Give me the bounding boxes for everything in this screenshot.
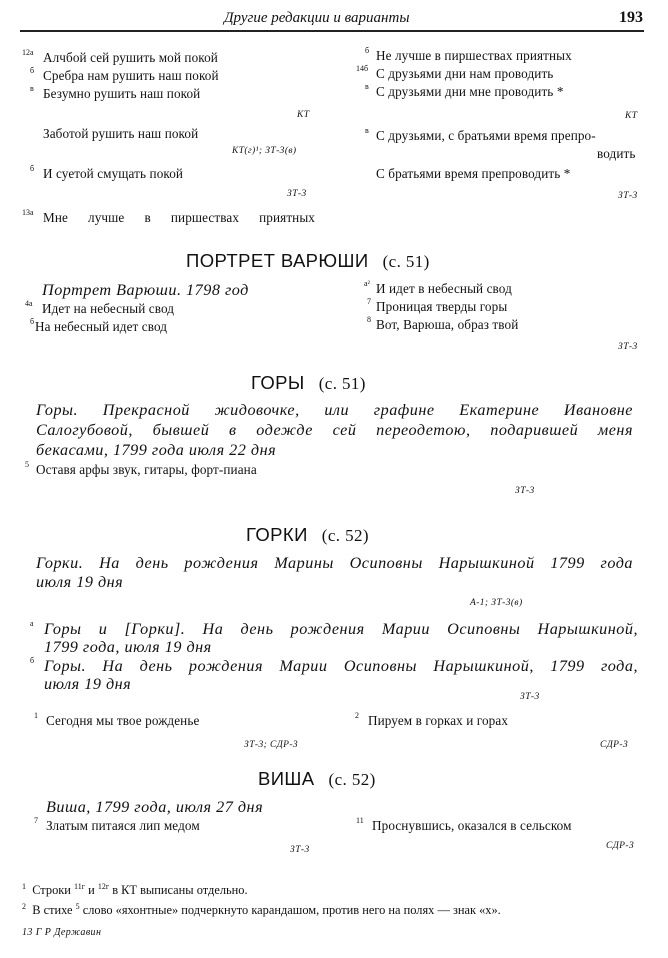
variant-line: На небесный идет свод [35, 319, 168, 334]
section-title: ВИША (с. 52) [258, 768, 376, 789]
line-mark: а [30, 619, 34, 628]
variant-line: Пируем в горках и горах [368, 713, 509, 728]
header-rule [20, 30, 644, 32]
variant-line: Идет на небесный свод [42, 301, 175, 316]
line-mark: б [30, 66, 35, 75]
variant-line: Проснувшись, оказался в сельском [372, 818, 572, 833]
section-heading: Портрет Варюши. 1798 год [42, 281, 249, 299]
section-heading-line: Горки. На день рождения Марины Осиповны Нарышкиной 1799 года [36, 554, 633, 572]
section-heading-line: бекасами, 1799 года июля 22 дня [36, 441, 277, 459]
source-siglum: ЗТ-3 [520, 692, 540, 702]
source-siglum: ЗТ-3 [618, 191, 638, 201]
line-mark: 2 [355, 711, 359, 720]
variant-line: С братьями время препроводить * [376, 166, 571, 181]
line-mark: в [30, 84, 34, 93]
line-mark: 7 [367, 297, 371, 306]
source-siglum: КТ [625, 111, 638, 121]
variant-heading-line: Горы. На день рождения Марии Осиповны Нарышкиной, 1799 года, [44, 657, 638, 675]
line-mark: 5 [25, 460, 29, 469]
variant-line: С друзьями дни нам проводить [376, 66, 554, 81]
variant-heading-line: 1799 года, июля 19 дня [44, 638, 212, 656]
source-siglum: СДР-3 [606, 841, 635, 851]
line-mark: 4а [25, 299, 33, 308]
section-heading-line: Салогубовой, бывшей в одежде сей переодетою, подарившей меня [36, 421, 633, 439]
variant-line: Проницая тверды горы [376, 299, 508, 314]
footnote: $^1$ Строки $^{11г}$ и $^{12г}$ в КТ выписаны отдельно. [22, 882, 248, 898]
source-siglum: ЗТ-3 [515, 486, 535, 496]
line-mark: б [30, 656, 35, 665]
variant-heading-line: июля 19 дня [44, 675, 132, 693]
line-mark: б [30, 164, 35, 173]
section-title: ПОРТРЕТ ВАРЮШИ (с. 51) [186, 250, 430, 271]
variant-line: С друзьями дни мне проводить * [376, 84, 564, 99]
variant-heading-line: Горы и [Горки]. На день рождения Марии Осиповны Нарышкиной, [44, 620, 638, 638]
signature-mark: 13 Г Р Державин [22, 927, 102, 938]
section-heading-line: Горы. Прекрасной жидовочке, или графине Екатерине Ивановне [36, 401, 633, 419]
source-siglum: КТ(г)¹; ЗТ-3(в) [232, 146, 297, 156]
footnote: $^2$ В стихе $^5$ слово «яхонтные» подчеркнуто карандашом, против него на полях — знак «х». [22, 902, 501, 918]
source-siglum: ЗТ-3 [618, 342, 638, 352]
line-mark: 1 [34, 711, 38, 720]
section-heading-line: июля 19 дня [36, 573, 124, 591]
variant-line: Заботой рушить наш покой [43, 126, 199, 141]
line-mark: б [30, 317, 35, 326]
line-mark: 8 [367, 315, 371, 324]
section-title: ГОРЫ (с. 51) [251, 372, 366, 393]
variant-line: И суетой смущать покой [43, 166, 184, 181]
line-mark: а² [364, 279, 370, 288]
source-siglum: ЗТ-3 [290, 845, 310, 855]
variant-line: Алчбой сей рушить мой покой [43, 50, 218, 65]
variant-line: Оставя арфы звук, гитары, форт-пиана [36, 462, 257, 477]
section-heading: Виша, 1799 года, июля 27 дня [46, 798, 264, 816]
source-siglum: А-1; ЗТ-3(в) [470, 598, 523, 608]
line-mark: б [365, 46, 370, 55]
line-mark: в [365, 82, 369, 91]
variant-line: Златым питаяся лип медом [46, 818, 200, 833]
variant-line: водить [597, 146, 636, 161]
variant-line: Мне лучше в пиршествах приятных [43, 210, 315, 225]
page-number: 193 [619, 9, 643, 26]
line-mark: 14б [356, 64, 369, 73]
variant-line: С друзьями, с братьями время препро- [376, 128, 596, 143]
source-siglum: ЗТ-3 [287, 189, 307, 199]
source-siglum: КТ [297, 110, 310, 120]
line-mark: 13а [22, 208, 34, 217]
line-mark: 7 [34, 816, 38, 825]
variant-line: Не лучше в пиршествах приятных [376, 48, 572, 63]
line-mark: 11 [356, 816, 364, 825]
source-siglum: ЗТ-3; СДР-3 [244, 740, 299, 750]
running-title: Другие редакции и варианты [224, 10, 410, 26]
line-mark: 12а [22, 48, 34, 57]
variant-line: Сегодня мы твое рожденье [46, 713, 200, 728]
line-mark: в [365, 126, 369, 135]
source-siglum: СДР-3 [600, 740, 629, 750]
variant-line: И идет в небесный свод [376, 281, 512, 296]
variant-line: Сребра нам рушить наш покой [43, 68, 219, 83]
section-title: ГОРКИ (с. 52) [246, 524, 369, 545]
variant-line: Вот, Варюша, образ твой [376, 317, 519, 332]
variant-line: Безумно рушить наш покой [43, 86, 201, 101]
